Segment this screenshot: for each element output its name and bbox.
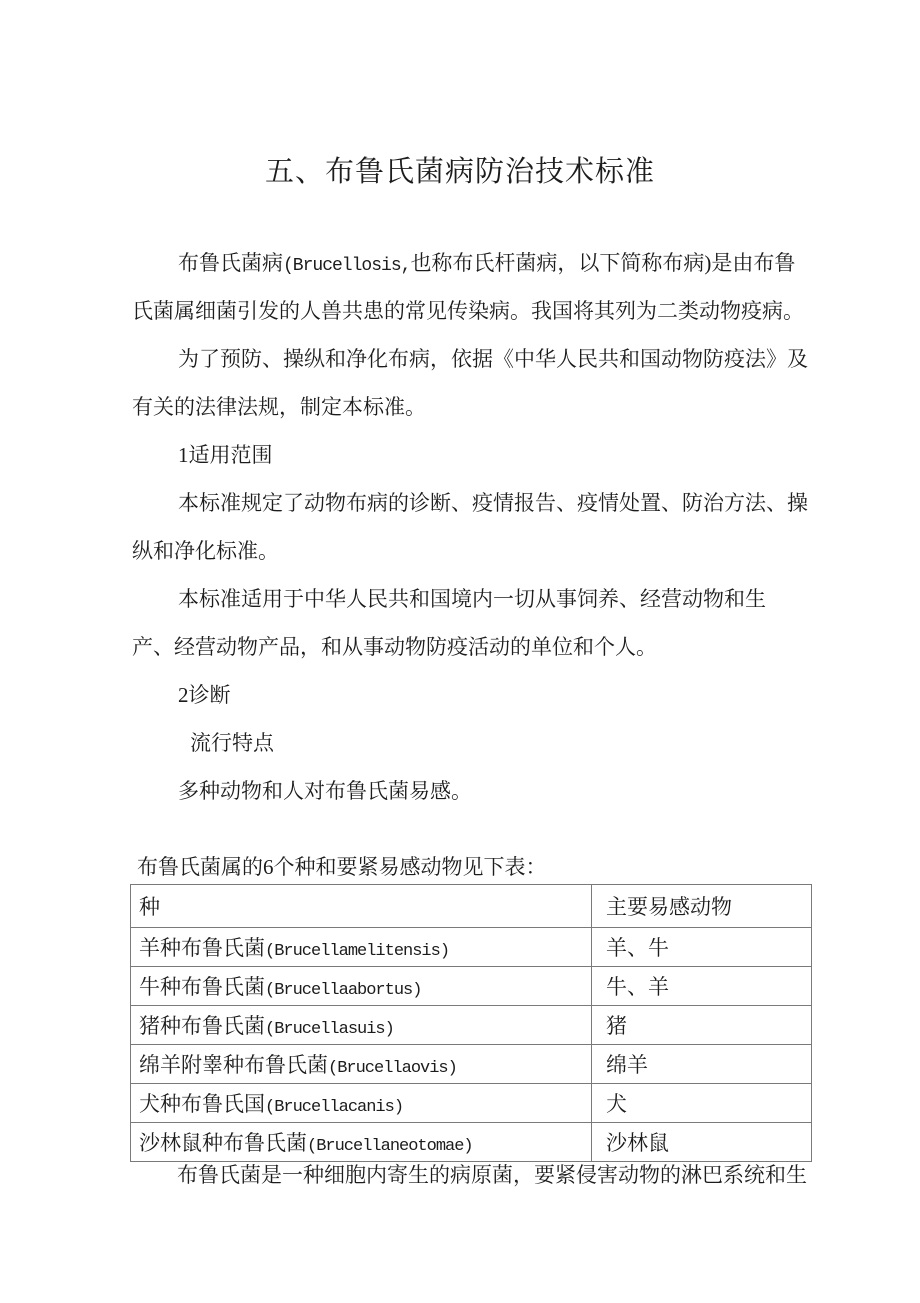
cell-species <box>131 1084 592 1123</box>
table-row <box>131 928 812 967</box>
cell-species <box>131 967 592 1006</box>
text-segment: 2诊断 <box>178 683 231 707</box>
text-segment: 有关的法律法规，制定本标准。 <box>132 395 426 419</box>
cell-animals: 猪 <box>592 1006 812 1045</box>
species-name-cn: 沙林鼠种布鲁氏菌 <box>139 1131 307 1155</box>
header-species: 种 <box>131 885 592 928</box>
species-name-cn: 绵羊附睾种布鲁氏菌 <box>139 1053 328 1077</box>
species-name-latin: (Brucellaovis) <box>328 1059 457 1078</box>
text-segment: 产、经营动物产品，和从事动物防疫活动的单位和个人。 <box>132 635 657 659</box>
page-title: 五、布鲁氏菌病防治技术标准 <box>264 156 655 188</box>
cell-animals: 绵羊 <box>592 1045 812 1084</box>
subsection-heading-epidemic <box>132 719 812 767</box>
paragraph-line <box>132 239 812 287</box>
paragraph-line <box>132 287 812 335</box>
latin-term: (Brucellosis, <box>283 256 411 276</box>
text-segment: 布鲁氏菌病 <box>178 251 283 275</box>
cell-animals: 沙林鼠 <box>592 1123 812 1162</box>
species-name-latin: (Brucellacanis) <box>265 1098 404 1117</box>
brucella-species-table <box>130 884 812 1162</box>
cell-animals: 犬 <box>592 1084 812 1123</box>
species-name-cn: 猪种布鲁氏菌 <box>139 1014 265 1038</box>
paragraph-line-after-table: 布鲁氏菌是一种细胞内寄生的病原菌，要紧侵害动物的淋巴系统和生 <box>177 1163 807 1187</box>
cell-species <box>131 1045 592 1084</box>
species-name-cn: 牛种布鲁氏菌 <box>139 975 265 999</box>
paragraph-line <box>132 767 812 815</box>
paragraph-line <box>132 623 812 671</box>
paragraph-line <box>132 527 812 575</box>
paragraph-line <box>132 479 812 527</box>
table-header-row <box>131 885 812 928</box>
text-segment: 氏菌属细菌引发的人兽共患的常见传染病。我国将其列为二类动物疫病。 <box>132 299 804 323</box>
text-segment: 多种动物和人对布鲁氏菌易感。 <box>178 779 472 803</box>
text-segment: 纵和净化标准。 <box>132 539 279 563</box>
section-heading-diagnosis <box>132 671 812 719</box>
cell-animals: 羊、牛 <box>592 928 812 967</box>
species-name-cn: 羊种布鲁氏菌 <box>139 936 265 960</box>
text-segment: 流行特点 <box>190 731 274 755</box>
text-segment: 本标准规定了动物布病的诊断、疫情报告、疫情处置、防治方法、操 <box>178 491 808 515</box>
text-segment: 1适用范围 <box>178 443 273 467</box>
table-intro-line: 布鲁氏菌属的6个种和要紧易感动物见下表： <box>137 855 547 879</box>
paragraph-line <box>132 383 812 431</box>
table-row <box>131 1045 812 1084</box>
text-segment: 本标准适用于中华人民共和国境内一切从事饲养、经营动物和生 <box>178 587 766 611</box>
section-heading-scope <box>132 431 812 479</box>
text-segment: 为了预防、操纵和净化布病，依据《中华人民共和国动物防疫法》及 <box>178 347 808 371</box>
cell-species <box>131 928 592 967</box>
species-name-cn: 犬种布鲁氏国 <box>139 1092 265 1116</box>
text-segment: 也称布氏杆菌病，以下简称布病)是由布鲁 <box>410 251 796 275</box>
header-animals: 主要易感动物 <box>592 885 812 928</box>
table-row <box>131 1006 812 1045</box>
paragraph-line <box>132 335 812 383</box>
table-row <box>131 1084 812 1123</box>
species-name-latin: (Brucellaabortus) <box>265 981 422 1000</box>
paragraph-line <box>132 575 812 623</box>
cell-animals: 牛、羊 <box>592 967 812 1006</box>
cell-species <box>131 1006 592 1045</box>
body-text-block <box>132 239 812 815</box>
species-name-latin: (Brucellamelitensis) <box>265 942 450 961</box>
table-row <box>131 967 812 1006</box>
species-name-latin: (Brucellaneotomae) <box>307 1137 473 1156</box>
species-name-latin: (Brucellasuis) <box>265 1020 394 1039</box>
